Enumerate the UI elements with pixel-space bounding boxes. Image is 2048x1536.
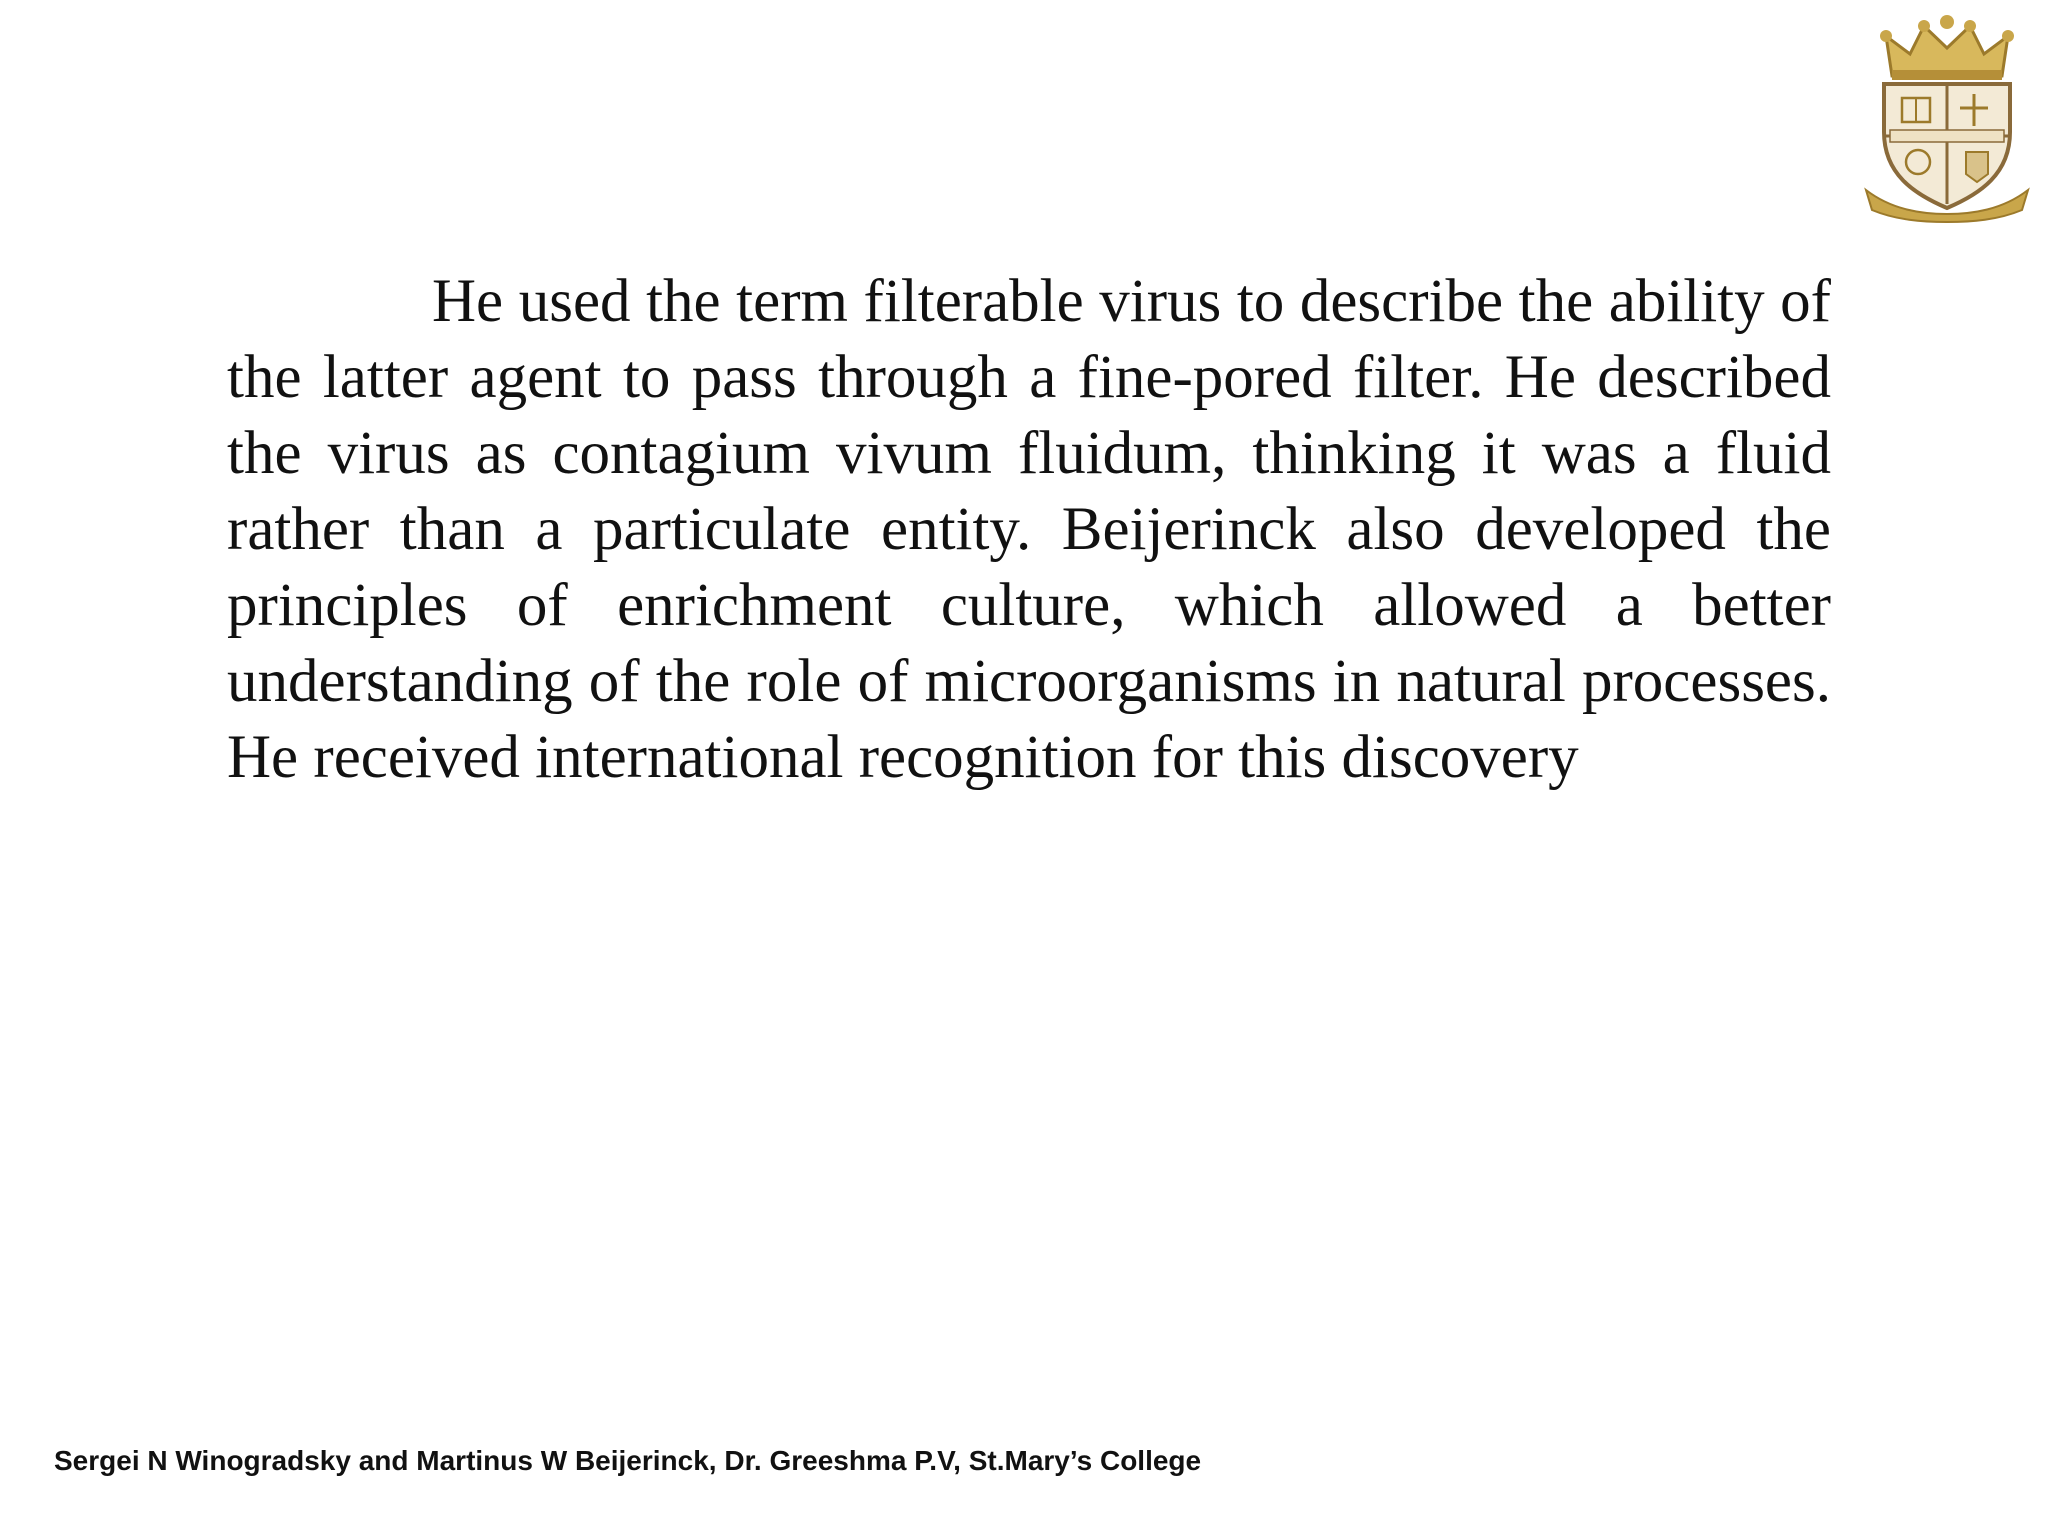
slide-footer: Sergei N Winogradsky and Martinus W Beijerinck, Dr. Greeshma P.V, St.Mary’s College bbox=[54, 1445, 1202, 1476]
college-crest-icon bbox=[1862, 14, 2032, 224]
shield-icon bbox=[1884, 84, 2010, 208]
crown-icon bbox=[1880, 15, 2014, 80]
body-paragraph: He used the term filterable virus to describe the ability of the latter agent to pass through a fine-pored filter. He described the virus as contagium vivum fluidum, thinking it was a fluid rather than a particulate entity. Beijerinck also developed the principles of enrichment culture, which allowed a better understanding of the role of microorganisms in natural processes. He received international recognition for this discovery bbox=[227, 268, 1831, 791]
